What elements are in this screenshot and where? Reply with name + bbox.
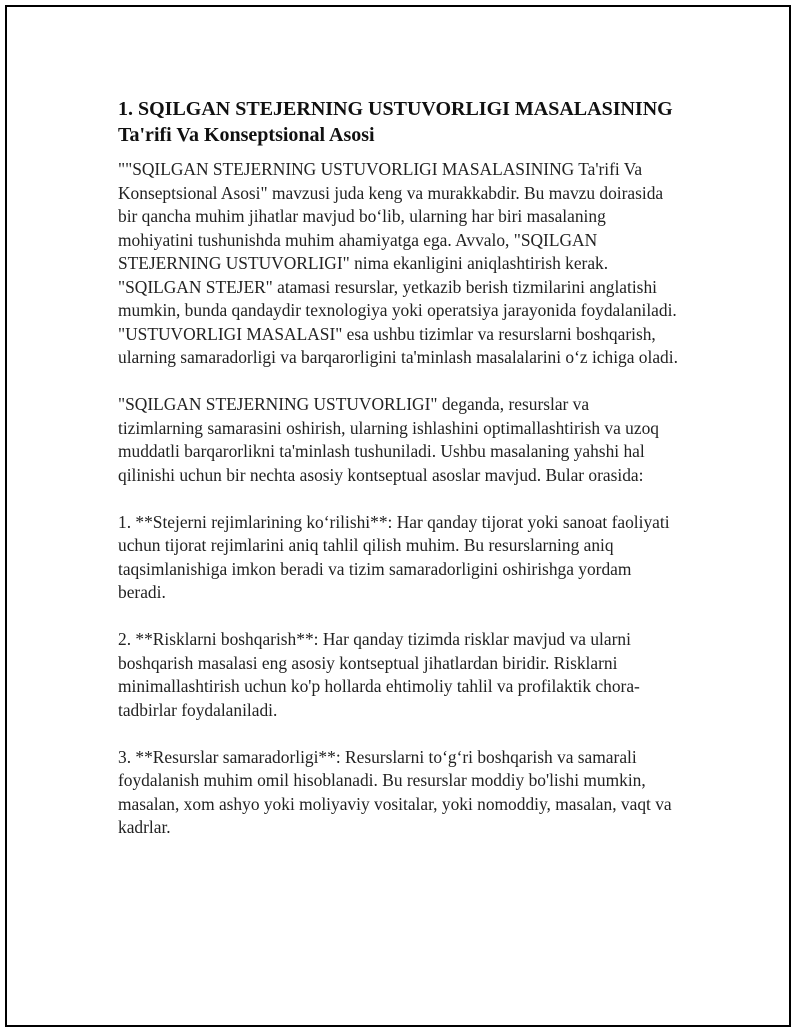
list-item-stejer-rejimlari: 1. **Stejerni rejimlarining ko‘rilishi**: Har qanday tijorat yoki sanoat faoliyati uchun tijorat rejimlarini aniq tahlil qilish muhim. Bu resurslarning aniq taqsimlanishiga imkon beradi va tizim samaradorligini oshirishga yordam beradi. (118, 511, 670, 602)
paragraph-intro: ""SQILGAN STEJERNING USTUVORLIGI MASALASINING Ta'rifi Va Konseptsional Asosi" mavzusi juda keng va murakkabdir. Bu mavzu doirasida bir qancha muhim jihatlar mavjud bo‘lib, ularning har biri masalaning mohiyatini tushunishda muhim ahamiyatga ega. Avvalo, "SQILGAN STEJERNING USTUVORLIGI" nima ekanligini aniqlashtirish kerak. "SQILGAN STEJER" atamasi resurslar, yetkazib berish tizmilarini anglatishi mumkin, bunda qandaydir texnologiya yoki operatsiya jarayonida foydalaniladi. "USTUVORLIGI MASALASI" esa ushbu tizimlar va resurslarni boshqarish, ularning samaradorligi va barqarorligini ta'minlash masalalarini o‘z ichiga oladi. (118, 159, 678, 367)
document-body (118, 96, 678, 863)
list-item-risklar: 2. **Risklarni boshqarish**: Har qanday tizimda risklar mavjud va ularni boshqarish masalasi eng asosiy kontseptual jihatlardan biridir. Risklarni minimallashtirish uchun ko'p hollarda ehtimoliy tahlil va profilaktik chora-tadbirlar foydalaniladi. (118, 629, 640, 720)
list-item-resurslar: 3. **Resurslar samaradorligi**: Resurslarni to‘g‘ri boshqarish va samarali foydalanish muhim omil hisoblanadi. Bu resurslar moddiy bo'lishi mumkin, masalan, xom ashyo yoki moliyaviy vositalar, yoki nomoddiy, masalan, vaqt va kadrlar. (118, 746, 672, 837)
paragraph-definition: "SQILGAN STEJERNING USTUVORLIGI" deganda, resurslar va tizimlarning samarasini oshirish, ularning ishlashini optimallashtirish va uzoq muddatli barqarorlikni ta'minlash tushuniladi. Ushbu masalaning yahshi hal qilinishi uchun bir nechta asosiy kontseptual asoslar mavjud. Bular orasida: (118, 394, 659, 485)
section-heading: 1. SQILGAN STEJERNING USTUVORLIGI MASALASINING Ta'rifi Va Konseptsional Asosi (118, 98, 673, 146)
